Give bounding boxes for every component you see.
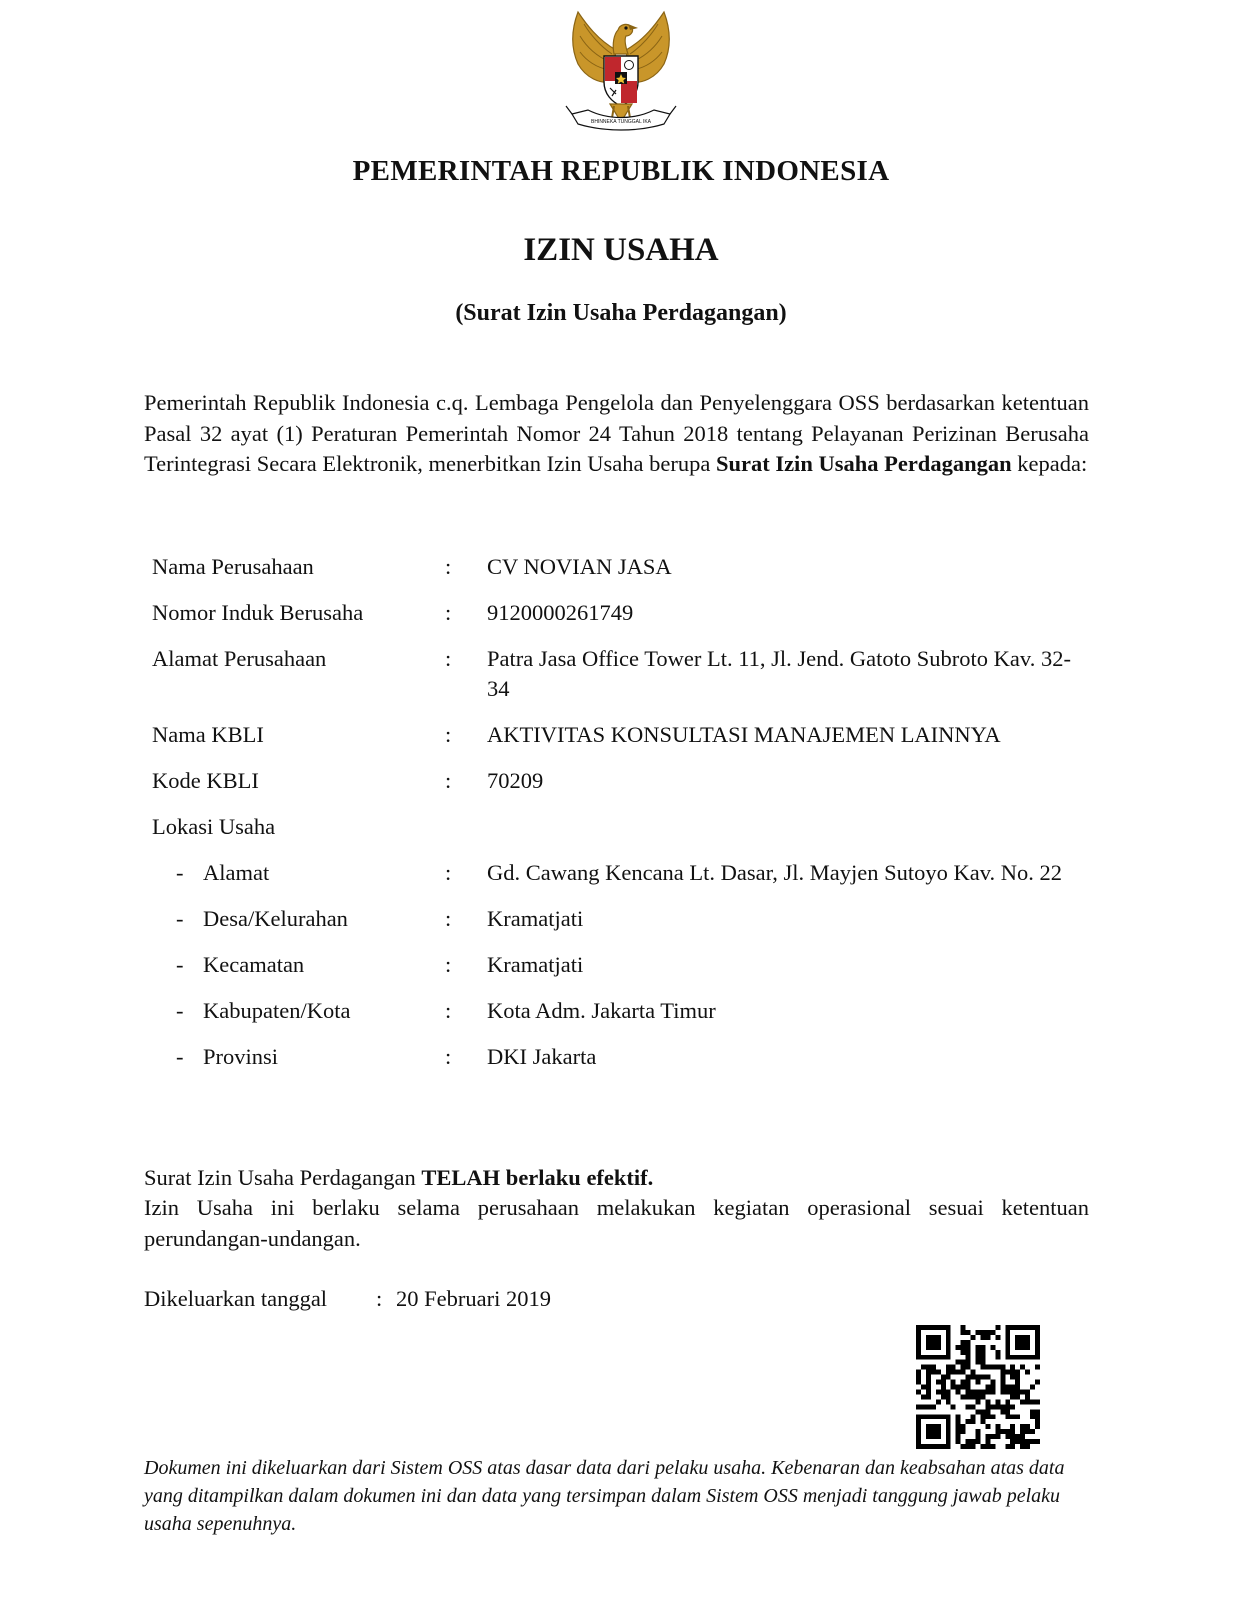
field-separator: : xyxy=(445,554,452,579)
qr-module xyxy=(995,1429,1000,1434)
qr-module xyxy=(1015,1389,1020,1394)
qr-module xyxy=(1000,1389,1005,1394)
validity-text: Izin Usaha ini berlaku selama perusahaan melakukan kegiatan operasional sesuai ketentuan perundangan-undangan. xyxy=(144,1195,1089,1251)
qr-module xyxy=(1030,1414,1035,1419)
qr-module xyxy=(966,1404,971,1409)
qr-module xyxy=(1035,1424,1040,1429)
qr-module xyxy=(990,1414,995,1419)
field-separator: : xyxy=(445,998,452,1023)
field-separator: : xyxy=(445,600,452,625)
qr-module xyxy=(1010,1365,1015,1370)
field-label: Kecamatan xyxy=(203,952,305,977)
field-alamat xyxy=(144,858,1094,888)
field-kabupaten xyxy=(144,996,1094,1026)
intro-tail: kepada: xyxy=(1011,451,1088,476)
qr-module xyxy=(926,1389,931,1394)
qr-module xyxy=(1015,1370,1020,1375)
effective-status xyxy=(144,1163,1089,1194)
qr-module xyxy=(1015,1335,1030,1350)
qr-module xyxy=(1015,1385,1020,1390)
qr-module xyxy=(1010,1434,1015,1439)
qr-module xyxy=(1010,1370,1015,1375)
field-value: Kramatjati xyxy=(487,952,584,977)
qr-module xyxy=(1020,1399,1025,1404)
field-separator: : xyxy=(445,906,452,931)
field-value: AKTIVITAS KONSULTASI MANAJEMEN LAINNYA xyxy=(487,722,1001,747)
qr-module xyxy=(1005,1414,1010,1419)
qr-module xyxy=(951,1404,956,1409)
qr-module xyxy=(951,1385,956,1390)
qr-module xyxy=(1000,1370,1005,1375)
qr-module xyxy=(976,1330,981,1335)
intro-text: Pemerintah Republik Indonesia c.q. Lembaga Pengelola dan Penyelenggara OSS berdasarkan ketentuan Pasal 32 ayat (1) Peraturan Pemerintah Nomor 24 Tahun 2018 tentang Pelayanan Perizinan Berusaha Terintegrasi Secara Elektronik, menerbitkan Izin Usaha berupa xyxy=(144,390,1089,476)
qr-module xyxy=(995,1434,1000,1439)
qr-module xyxy=(1010,1385,1015,1390)
qr-module xyxy=(971,1414,976,1419)
qr-module xyxy=(976,1345,981,1350)
qr-module xyxy=(1030,1409,1035,1414)
qr-module xyxy=(1035,1439,1040,1444)
garuda-emblem-icon xyxy=(558,10,684,134)
qr-module xyxy=(995,1335,1000,1340)
qr-module xyxy=(980,1355,985,1360)
field-label: Nama KBLI xyxy=(152,722,264,747)
qr-module xyxy=(995,1355,1000,1360)
qr-module xyxy=(995,1350,1000,1355)
qr-module xyxy=(926,1404,931,1409)
field-separator: : xyxy=(445,860,452,885)
qr-module xyxy=(1010,1429,1015,1434)
qr-module xyxy=(956,1424,961,1429)
qr-module xyxy=(1020,1424,1025,1429)
field-value: 70209 xyxy=(487,768,544,793)
field-provinsi xyxy=(144,1042,1094,1072)
qr-module xyxy=(956,1389,961,1394)
qr-module xyxy=(961,1380,966,1385)
issue-date-value: 20 Februari 2019 xyxy=(396,1286,551,1311)
qr-module xyxy=(1015,1394,1020,1399)
qr-module xyxy=(985,1365,990,1370)
qr-module xyxy=(966,1375,971,1380)
field-separator: : xyxy=(445,646,452,671)
qr-module xyxy=(985,1385,990,1390)
qr-module xyxy=(956,1439,961,1444)
qr-module xyxy=(1020,1429,1025,1434)
qr-module xyxy=(1025,1370,1030,1375)
qr-module xyxy=(1020,1365,1025,1370)
list-dash: - xyxy=(176,906,184,931)
qr-module xyxy=(990,1389,995,1394)
field-desa xyxy=(144,904,1094,934)
qr-module xyxy=(931,1365,936,1370)
qr-module xyxy=(961,1424,966,1429)
qr-module xyxy=(956,1429,961,1434)
qr-module xyxy=(1035,1399,1040,1404)
qr-module xyxy=(926,1370,931,1375)
qr-module xyxy=(985,1434,990,1439)
qr-module xyxy=(1035,1419,1040,1424)
field-value: Kota Adm. Jakarta Timur xyxy=(487,998,716,1023)
qr-module xyxy=(956,1419,961,1424)
license-fields xyxy=(144,552,1094,1072)
qr-module xyxy=(931,1404,936,1409)
qr-module xyxy=(980,1335,985,1340)
qr-module xyxy=(961,1345,966,1350)
qr-module xyxy=(941,1385,946,1390)
qr-module xyxy=(926,1335,941,1350)
effective-prefix: Surat Izin Usaha Perdagangan xyxy=(144,1165,422,1190)
qr-module xyxy=(1015,1439,1020,1444)
qr-module xyxy=(990,1444,995,1449)
qr-module xyxy=(1030,1439,1035,1444)
qr-module xyxy=(1010,1375,1015,1380)
field-separator: : xyxy=(445,952,452,977)
qr-module xyxy=(961,1325,966,1330)
qr-module xyxy=(1030,1399,1035,1404)
field-label: Lokasi Usaha xyxy=(152,814,276,839)
qr-module xyxy=(995,1365,1000,1370)
qr-module xyxy=(921,1385,926,1390)
qr-module xyxy=(990,1345,995,1350)
qr-module xyxy=(1015,1414,1020,1419)
qr-module xyxy=(1015,1380,1020,1385)
field-value: DKI Jakarta xyxy=(487,1044,597,1069)
qr-module xyxy=(1010,1424,1015,1429)
qr-module xyxy=(936,1399,941,1404)
qr-module xyxy=(966,1394,971,1399)
qr-module xyxy=(1020,1434,1025,1439)
field-value: Gd. Cawang Kencana Lt. Dasar, Jl. Mayjen Sutoyo Kav. No. 22 xyxy=(487,860,1063,885)
qr-module xyxy=(916,1389,921,1394)
qr-module xyxy=(966,1340,971,1345)
qr-module xyxy=(1005,1434,1010,1439)
qr-module xyxy=(980,1345,985,1350)
qr-module xyxy=(951,1380,956,1385)
qr-code-icon xyxy=(916,1325,1040,1449)
qr-module xyxy=(1000,1409,1005,1414)
qr-module xyxy=(1025,1439,1030,1444)
qr-module xyxy=(980,1365,985,1370)
qr-module xyxy=(966,1419,971,1424)
field-kode-kbli xyxy=(144,766,1094,796)
qr-module xyxy=(956,1434,961,1439)
emblem-motto: BHINNEKA TUNGGAL IKA xyxy=(590,119,652,125)
qr-module xyxy=(936,1370,941,1375)
qr-module xyxy=(961,1350,966,1355)
field-nama-kbli xyxy=(144,720,1094,750)
list-dash: - xyxy=(176,860,184,885)
field-label: Kode KBLI xyxy=(152,768,259,793)
qr-module xyxy=(990,1434,995,1439)
qr-module xyxy=(980,1330,985,1335)
qr-module xyxy=(976,1389,981,1394)
field-kecamatan xyxy=(144,950,1094,980)
qr-module xyxy=(985,1389,990,1394)
qr-module xyxy=(971,1439,976,1444)
qr-module xyxy=(985,1335,990,1340)
qr-module xyxy=(966,1444,971,1449)
qr-module xyxy=(976,1394,981,1399)
qr-module xyxy=(1020,1439,1025,1444)
qr-module xyxy=(1010,1439,1015,1444)
field-value: Kramatjati xyxy=(487,906,584,931)
qr-module xyxy=(1010,1389,1015,1394)
qr-module xyxy=(966,1355,971,1360)
qr-module xyxy=(1005,1399,1010,1404)
qr-module xyxy=(995,1399,1000,1404)
qr-module xyxy=(1015,1375,1020,1380)
qr-module xyxy=(976,1409,981,1414)
qr-module xyxy=(1025,1399,1030,1404)
field-lokasi-usaha xyxy=(144,812,1094,842)
qr-module xyxy=(1025,1389,1030,1394)
qr-module xyxy=(1005,1409,1010,1414)
qr-module xyxy=(956,1385,961,1390)
qr-module xyxy=(985,1439,990,1444)
qr-module xyxy=(1000,1404,1005,1409)
qr-module xyxy=(980,1409,985,1414)
qr-module xyxy=(1005,1385,1010,1390)
qr-module xyxy=(1000,1375,1005,1380)
government-title: PEMERINTAH REPUBLIK INDONESIA xyxy=(352,155,890,187)
qr-module xyxy=(985,1399,990,1404)
qr-module xyxy=(990,1385,995,1390)
effective-bold: TELAH berlaku efektif. xyxy=(421,1165,654,1190)
field-nib xyxy=(144,598,1094,628)
qr-module xyxy=(990,1330,995,1335)
qr-module xyxy=(1005,1444,1010,1449)
qr-module xyxy=(995,1404,1000,1409)
qr-module xyxy=(980,1414,985,1419)
qr-module xyxy=(951,1370,956,1375)
qr-module xyxy=(1010,1414,1015,1419)
qr-module xyxy=(980,1350,985,1355)
field-nama-perusahaan xyxy=(144,552,1094,582)
field-label: Desa/Kelurahan xyxy=(203,906,348,931)
qr-module xyxy=(1035,1414,1040,1419)
qr-module xyxy=(936,1389,941,1394)
qr-module xyxy=(961,1429,966,1434)
field-alamat-perusahaan xyxy=(144,644,1094,704)
qr-module xyxy=(971,1404,976,1409)
qr-module xyxy=(976,1350,981,1355)
qr-module xyxy=(1025,1429,1030,1434)
qr-module xyxy=(990,1404,995,1409)
qr-module xyxy=(966,1380,971,1385)
qr-module xyxy=(951,1365,956,1370)
qr-module xyxy=(971,1335,976,1340)
qr-module xyxy=(961,1365,966,1370)
qr-module xyxy=(985,1444,990,1449)
qr-module xyxy=(956,1345,961,1350)
qr-module xyxy=(946,1375,951,1380)
field-value: CV NOVIAN JASA xyxy=(487,554,672,579)
qr-module xyxy=(971,1389,976,1394)
qr-module xyxy=(926,1394,931,1399)
qr-module xyxy=(980,1389,985,1394)
qr-module xyxy=(976,1355,981,1360)
qr-module xyxy=(1000,1385,1005,1390)
qr-module xyxy=(956,1360,961,1365)
qr-module xyxy=(995,1424,1000,1429)
document-title: IZIN USAHA xyxy=(523,232,719,268)
field-label: Provinsi xyxy=(203,1044,279,1069)
qr-module xyxy=(956,1370,961,1375)
issue-date-separator: : xyxy=(376,1286,383,1311)
qr-module xyxy=(931,1370,936,1375)
field-label: Alamat Perusahaan xyxy=(152,646,327,671)
list-dash: - xyxy=(176,1044,184,1069)
field-value: Patra Jasa Office Tower Lt. 11, Jl. Jend. Gatoto Subroto Kav. 32-34 xyxy=(487,646,1071,701)
qr-module xyxy=(976,1375,981,1380)
qr-module xyxy=(966,1360,971,1365)
qr-module xyxy=(961,1330,966,1335)
qr-module xyxy=(1025,1424,1030,1429)
qr-module xyxy=(985,1330,990,1335)
qr-module xyxy=(971,1370,976,1375)
document-subtitle: (Surat Izin Usaha Perdagangan) xyxy=(455,300,787,326)
intro-paragraph xyxy=(144,388,1089,480)
qr-module xyxy=(1035,1365,1040,1370)
qr-module xyxy=(971,1375,976,1380)
qr-module xyxy=(976,1434,981,1439)
qr-module xyxy=(966,1350,971,1355)
qr-module xyxy=(1010,1404,1015,1409)
qr-module xyxy=(946,1399,951,1404)
qr-module xyxy=(990,1380,995,1385)
qr-module xyxy=(916,1380,921,1385)
qr-module xyxy=(980,1375,985,1380)
qr-module xyxy=(961,1370,966,1375)
qr-module xyxy=(1000,1365,1005,1370)
qr-module xyxy=(1000,1380,1005,1385)
qr-module xyxy=(1005,1429,1010,1434)
qr-module xyxy=(1030,1385,1035,1390)
qr-module xyxy=(946,1389,951,1394)
qr-module xyxy=(946,1365,951,1370)
qr-module xyxy=(941,1389,946,1394)
qr-module xyxy=(916,1370,921,1375)
qr-module xyxy=(1035,1409,1040,1414)
qr-module xyxy=(1005,1389,1010,1394)
qr-module xyxy=(961,1394,966,1399)
qr-module xyxy=(926,1385,931,1390)
qr-module xyxy=(976,1360,981,1365)
qr-module xyxy=(971,1394,976,1399)
qr-module xyxy=(985,1375,990,1380)
qr-module xyxy=(976,1439,981,1444)
qr-module xyxy=(941,1375,946,1380)
qr-module xyxy=(1015,1434,1020,1439)
qr-module xyxy=(916,1404,921,1409)
qr-module xyxy=(980,1394,985,1399)
footer-disclaimer: Dokumen ini dikeluarkan dari Sistem OSS atas dasar data dari pelaku usaha. Kebenaran dan keabsahan atas data yang ditampilkan dalam dokumen ini dan data yang tersimpan dalam Sistem OSS menjadi tanggung jawab pelaku usaha sepenuhnya. xyxy=(144,1457,1065,1535)
qr-module xyxy=(971,1444,976,1449)
qr-module xyxy=(1025,1444,1030,1449)
qr-module xyxy=(1025,1394,1030,1399)
qr-module xyxy=(961,1385,966,1390)
qr-module xyxy=(985,1414,990,1419)
qr-module xyxy=(1035,1380,1040,1385)
qr-module xyxy=(961,1444,966,1449)
field-label: Nama Perusahaan xyxy=(152,554,314,579)
qr-module xyxy=(990,1365,995,1370)
qr-module xyxy=(980,1360,985,1365)
qr-module xyxy=(976,1429,981,1434)
qr-module xyxy=(921,1394,926,1399)
issue-date-label: Dikeluarkan tanggal xyxy=(144,1286,328,1311)
field-separator: : xyxy=(445,722,452,747)
qr-module xyxy=(976,1380,981,1385)
qr-module xyxy=(1010,1444,1015,1449)
qr-module xyxy=(1000,1429,1005,1434)
qr-module xyxy=(941,1394,946,1399)
qr-module xyxy=(961,1360,966,1365)
qr-module xyxy=(966,1389,971,1394)
qr-module xyxy=(995,1325,1000,1330)
field-separator: : xyxy=(445,768,452,793)
qr-module xyxy=(985,1424,990,1429)
intro-bold: Surat Izin Usaha Perdagangan xyxy=(715,451,1012,476)
qr-module xyxy=(926,1424,941,1439)
qr-module xyxy=(946,1394,951,1399)
qr-module xyxy=(985,1409,990,1414)
field-label: Alamat xyxy=(203,860,270,885)
list-dash: - xyxy=(176,998,184,1023)
field-value: 9120000261749 xyxy=(487,600,634,625)
qr-module xyxy=(971,1419,976,1424)
qr-module xyxy=(941,1380,946,1385)
qr-module xyxy=(1005,1404,1010,1409)
qr-module xyxy=(966,1345,971,1350)
qr-module xyxy=(980,1444,985,1449)
qr-module xyxy=(1020,1389,1025,1394)
qr-module xyxy=(1010,1394,1015,1399)
field-label: Kabupaten/Kota xyxy=(203,998,351,1023)
field-separator: : xyxy=(445,1044,452,1069)
qr-module xyxy=(926,1375,931,1380)
qr-module xyxy=(966,1365,971,1370)
qr-module xyxy=(916,1375,921,1380)
list-dash: - xyxy=(176,952,184,977)
qr-module xyxy=(1020,1444,1025,1449)
qr-module xyxy=(966,1439,971,1444)
field-label: Nomor Induk Berusaha xyxy=(152,600,364,625)
qr-module xyxy=(961,1340,966,1345)
qr-module xyxy=(1030,1429,1035,1434)
qr-module xyxy=(926,1365,931,1370)
qr-module xyxy=(985,1404,990,1409)
qr-module xyxy=(956,1414,961,1419)
qr-module xyxy=(966,1385,971,1390)
qr-module xyxy=(921,1404,926,1409)
qr-module xyxy=(946,1370,951,1375)
qr-module xyxy=(936,1380,941,1385)
qr-module xyxy=(1005,1370,1010,1375)
qr-module xyxy=(921,1365,926,1370)
qr-module xyxy=(976,1399,981,1404)
qr-module xyxy=(980,1419,985,1424)
qr-module xyxy=(926,1380,931,1385)
qr-module xyxy=(966,1330,971,1335)
